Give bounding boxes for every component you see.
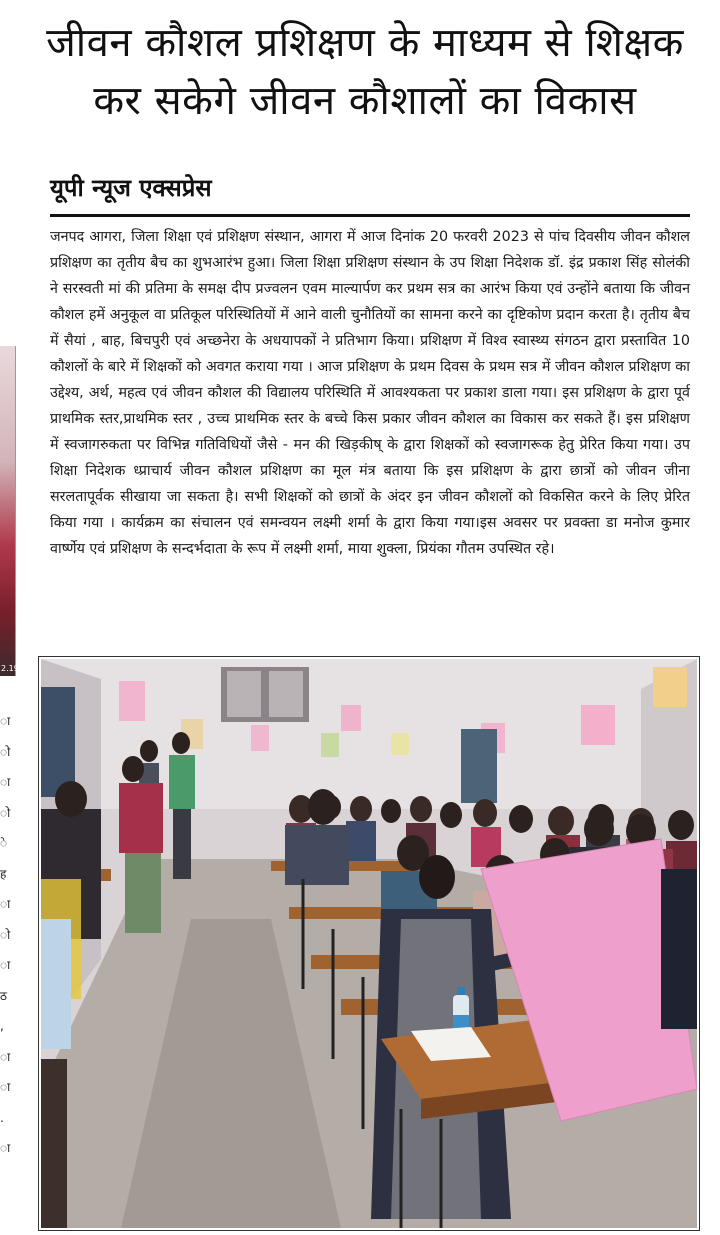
headline-line-2: कर सकेगे जीवन कौशालों का विकास: [93, 78, 637, 124]
article-headline: [40, 14, 690, 130]
adjacent-glyph: ठ: [0, 988, 7, 1003]
adjacent-glyph: ा: [0, 1080, 11, 1094]
adjacent-glyph: ,: [0, 1019, 4, 1033]
adjacent-glyph: ा: [0, 897, 11, 911]
adjacent-glyph: ह: [0, 866, 7, 881]
adjacent-glyph: ो: [0, 744, 11, 759]
adjacent-glyph: े: [0, 836, 8, 850]
adjacent-article-photo-edge: [0, 346, 16, 676]
adjacent-glyph: ा: [0, 1141, 11, 1155]
adjacent-glyph: ो: [0, 805, 11, 820]
adjacent-column-text: [0, 706, 10, 1164]
source-divider: [50, 214, 690, 217]
article-body: जनपद आगरा, जिला शिक्षा एवं प्रशिक्षण संस्थान, आगरा में आज दिनांक 20 फरवरी 2023 से पांच दिवसीय जीवन कौशल प्रशिक्षण का तृतीय बैच का शुभआरंभ हुआ। जिला शिक्षा प्रशिक्षण संस्थान के उप शिक्षा निदेशक डॉ. इंद्र प्रकाश सिंह सोलंकी ने सरस्वती मां की प्रतिमा के समक्ष दीप प्रज्वलन एवम माल्यार्पण कर प्रथम सत्र का आरंभ किया एवं उन्होंने बताया कि जीवन कौशल हमें अनुकूल वा प्रतिकूल परिस्थितियों में आने वाली चुनौतियों का सामना करने का दृष्टिकोण प्रदान करता है। तृतीय बैच में सैयां , बाह, बिचपुरी एवं अच्छनेरा के अधयापकों ने प्रतिभाग किया। प्रशिक्षण में विश्व स्वास्थ्य संगठन द्वारा प्रस्तावित 10 कौशलों के बारे में शिक्षकों को अवगत कराया गया । आज प्रशिक्षण के प्रथम दिवस के प्रथम सत्र में जीवन कौशल प्रशिक्षण का उद्देश्य, अर्थ, महत्व एवं जीवन कौशल की विद्यालय परिस्थिति में आवश्यकता पर प्रकाश डाला गया। इस प्रशिक्षण के द्वारा पूर्व प्राथमिक स्तर,प्राथमिक स्तर , उच्च प्राथमिक स्तर के बच्चे किस प्रकार जीवन कौशल का विकास कर सकते हैं। इस प्रशिक्षण में स्वजागरुकता पर विभिन्न गतिविधियों जैसे - मन की खिड़कीष् के द्वारा शिक्षकों को स्वजागरूक हेतु प्रेरित किया गया। उप शिक्षा निदेशक ध्प्राचार्य जीवन कौशल प्रशिक्षण का मूल मंत्र बताया कि इस प्रशिक्षण के द्वारा छात्रों को जीवन जीना सरलतापूर्वक सीखाया जा सकता है। सभी शिक्षकों को छात्रों के अंदर इन जीवन कौशलों को विकसित करने के लिए प्रेरित किया गया । कार्यक्रम का संचालन एवं समन्वयन लक्ष्मी शर्मा के द्वारा किया गया।इस अवसर पर प्रवक्ता डा मनोज कुमार वार्ष्णेय एवं प्रशिक्षण के सन्दर्भदाता के रूप में लक्ष्मी शर्मा, माया शुक्ला, प्रियंका गौतम उपस्थित रहे।: [50, 229, 691, 557]
adjacent-photo-timestamp: 2.19: [1, 664, 19, 673]
adjacent-glyph: .: [0, 1110, 4, 1125]
classroom-photo-illustration: [41, 659, 697, 1228]
classroom-training-photo: [41, 659, 697, 1228]
news-source-label: यूपी न्यूज एक्सप्रेस: [50, 174, 212, 202]
article-photo-frame: [38, 656, 700, 1231]
adjacent-glyph: ा: [0, 714, 11, 728]
adjacent-glyph: ो: [0, 927, 11, 942]
adjacent-glyph: ा: [0, 958, 11, 972]
adjacent-glyph: ा: [0, 775, 11, 789]
adjacent-glyph: ा: [0, 1049, 11, 1064]
headline-line-1: जीवन कौशल प्रशिक्षण के माध्यम से शिक्षक: [46, 20, 684, 66]
